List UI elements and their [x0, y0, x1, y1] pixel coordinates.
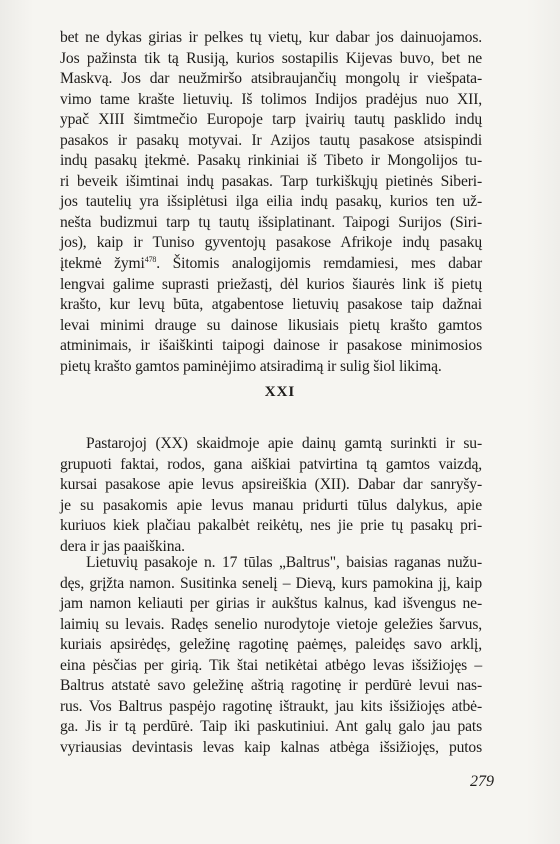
text-line: ypač XIII šimtmečio Europoje tarp įvairių tautų pasklido indų [60, 111, 482, 129]
paragraph-continuation [60, 28, 482, 377]
text-fragment: . Šitomis analogijomis remdamiesi, mes dabar [156, 255, 482, 273]
text-line: kursai pasakose apie levus apsireiškia (XII). Dabar dar sanryšy- [60, 476, 482, 494]
text-line: kuriuos kiek plačiau pakalbėt reikėtų, nes jie prie tų pasakų pri- [60, 517, 482, 535]
text-line: eina pėsčias per girią. Tik štai netikėtai atbėgo levas išsižiojęs – [60, 656, 482, 674]
text-line: rus. Vos Baltrus paspėjo ragotinę ištraukt, jau kits išsižiojęs atbė- [60, 697, 482, 715]
text-line: Jos pažinsta tik tą Rusiją, kurios sostapilis Kijevas buvo, bet ne [60, 49, 482, 67]
text-line: levai minimi drauge su dainose likusiais pietų krašto gamtos [60, 316, 482, 334]
text-line: Lietuvių pasakoje n. 17 tūlas „Baltrus", baisias raganas nužu- [86, 554, 482, 571]
text-line: grupuoti faktai, rodos, gana aiškiai patvirtina tą gamtos vaizdą, [60, 455, 482, 473]
text-line: kuriais apsirėdęs, geležinę ragotinę paėmęs, paleidęs savo arklį, [60, 636, 482, 654]
text-line: jos tautelių yra išsiplėtusi ilga eilia indų pasakų, kurios ten už- [60, 193, 482, 211]
text-line: nešta budizmui tarp tų tautų išsiplatinant. Taipogi Surijos (Siri- [60, 213, 482, 231]
text-line: vyriausias devintasis levas kaip kalnas atbėga išsižiojęs, putos [60, 738, 482, 756]
text-line: Maskvą. Jos dar neužmiršo atsibraujančių mongolų ir viešpata- [60, 70, 482, 88]
text-line: vimo tame krašte lietuvių. Iš tolimos Indijos pradėjus nuo XII, [60, 90, 482, 108]
text-fragment: įtekmė žymi [60, 255, 145, 273]
text-line: lengvai galime suprasti priežastį, dėl kurios šiaurės link iš pietų [60, 275, 482, 293]
text-line: atminimais, ir išaiškinti taipogi dainose ir pasakose minimosios [60, 337, 482, 355]
text-line: pasakos ir pasakų motyvai. Ir Azijos tautų pasakose atsispindi [60, 131, 482, 149]
text-line: dera ir jas paaiškina. [60, 537, 185, 555]
section-heading: XXI [264, 384, 296, 400]
text-line: pietų krašto gamtos paminėjimo atsiradimą ir sulig šiol likimą. [60, 357, 442, 375]
text-line: laimių su levais. Radęs senelio nurodytoje vietoje geležies šarvus, [60, 615, 482, 633]
text-line: Pastarojoj (XX) skaidmoje apie dainų gamtą surinkti ir su- [86, 435, 482, 452]
text-line: ri beveik išimtinai indų pasakas. Tarp turkiškųjų pietinės Siberi- [60, 172, 482, 190]
paragraph [60, 553, 482, 758]
text-line: ga. Jis ir tą perdūrė. Taip iki paskutiniui. Ant galų galo jau pats [60, 718, 482, 736]
footnote-marker[interactable]: 478 [144, 254, 157, 264]
text-line-with-footnote [60, 254, 482, 275]
page-number: 279 [470, 773, 494, 790]
text-line: dęs, grįžta namon. Susitinka senelį – Dievą, kurs pamokina jį, kaip [60, 574, 482, 592]
text-line: Baltrus atstatė savo geležinę aštrią ragotinę ir perdūrė levui nas- [60, 677, 482, 695]
text-line: indų pasakų įtekmė. Pasakų rinkiniai iš Tibeto ir Mongolijos tu- [60, 152, 482, 170]
text-line: jam namon keliauti per girias ir aukštus kalnus, kad išvengus ne- [60, 595, 482, 613]
text-line: jos), kaip ir Tuniso gyventojų pasakose Afrikoje indų pasakų [60, 234, 482, 252]
text-line: je su pasakomis apie levus manau pridurti tūlus dalykus, apie [60, 496, 482, 514]
paragraph [60, 434, 482, 557]
text-line: bet ne dykas girias ir pelkes tų vietų, kur dabar jos dainuojamos. [60, 29, 482, 46]
text-line: krašto, kur levų būta, atgabentose lietuvių pasakose taip dažnai [60, 296, 482, 314]
